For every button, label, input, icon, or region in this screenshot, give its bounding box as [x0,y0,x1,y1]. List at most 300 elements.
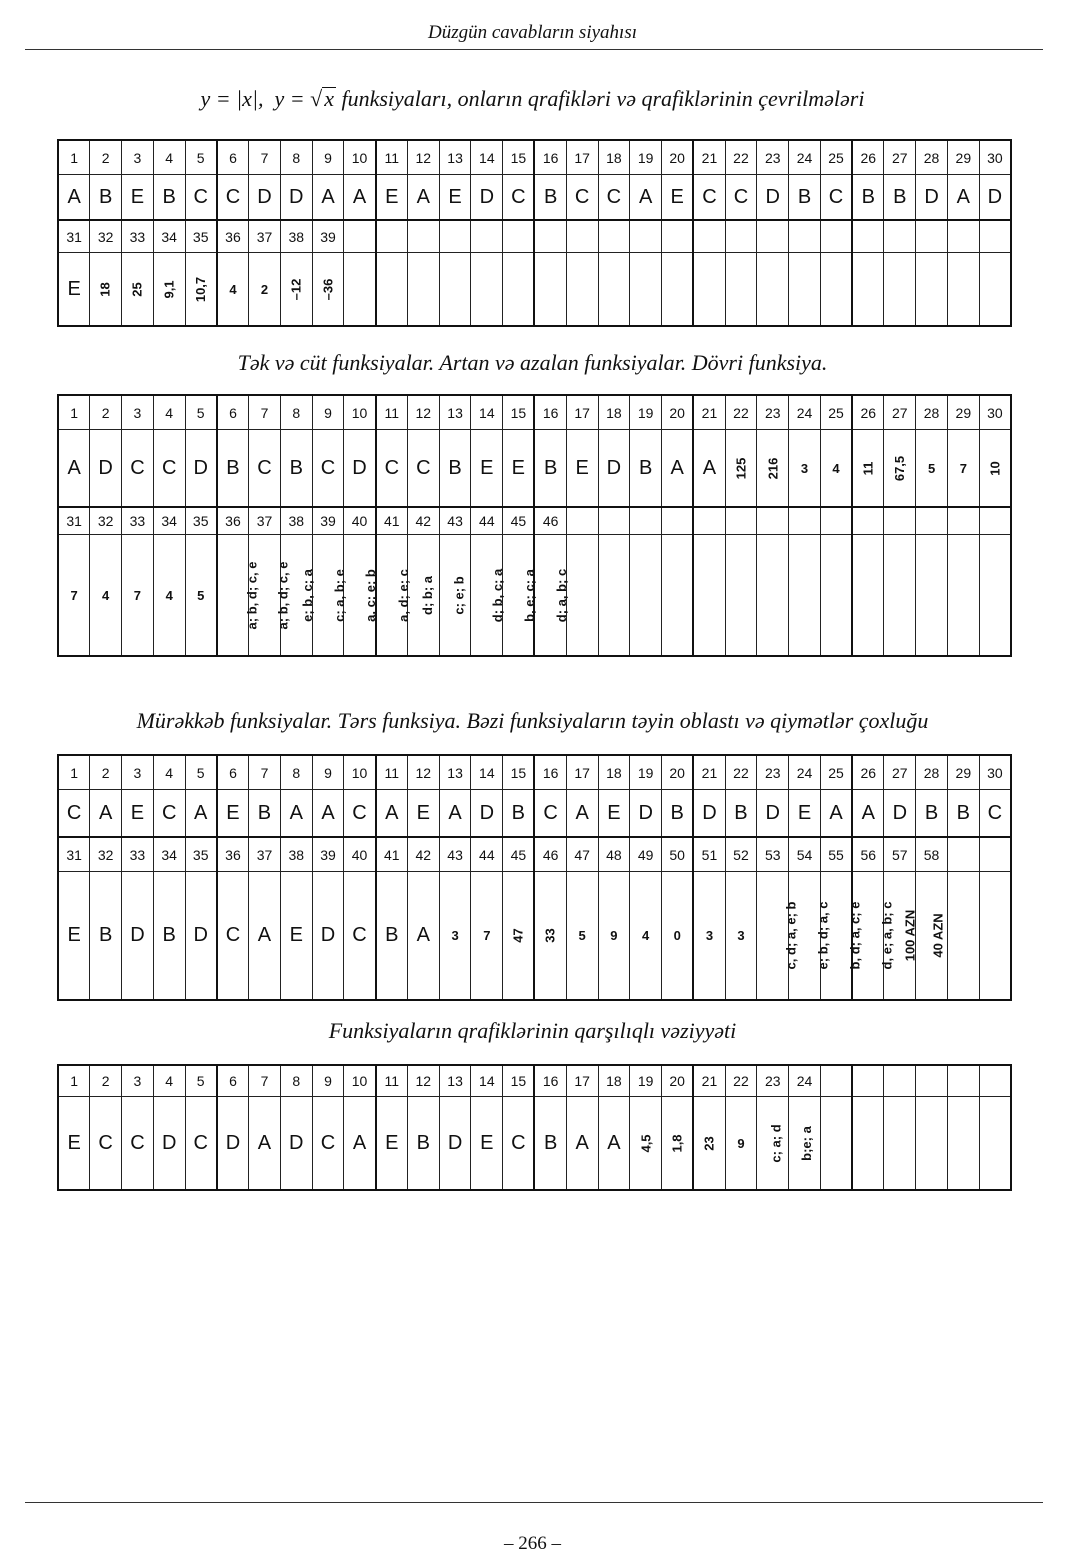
empty-cell [884,220,916,253]
answer-cell: 4 [630,872,662,1001]
answer-cell [312,535,347,657]
question-number-cell: 20 [662,1065,694,1097]
empty-cell [852,253,884,327]
question-number-cell: 1 [58,755,90,790]
question-number-cell: 49 [630,837,662,872]
section-4-title: Funksiyaların qrafiklərinin qarşılıqlı vəziyyəti [328,1018,737,1043]
answer-cell: D [280,175,312,221]
answer-cell: 4 [90,535,122,657]
question-number-cell: 5 [185,1065,217,1097]
question-number-cell: 47 [566,837,598,872]
question-number-cell: 32 [90,220,122,253]
answer-cell: C [122,1097,154,1191]
answer-cell: C [725,175,757,221]
question-number-cell: 18 [598,755,630,790]
empty-cell [344,253,376,327]
answer-cell: B [789,175,821,221]
empty-cell [979,253,1011,327]
answer-cell [503,872,535,1001]
empty-cell [789,535,821,657]
question-number-cell: 54 [789,837,821,872]
question-number-cell: 2 [90,395,122,430]
question-number-cell: 36 [217,837,249,872]
answer-value: 11 [860,461,876,475]
answer-cell: 7 [122,535,154,657]
empty-cell [693,535,725,657]
empty-cell [916,1097,948,1191]
question-number-cell: 7 [249,1065,281,1097]
question-number-cell: 15 [503,140,535,175]
answer-cell [471,535,506,657]
question-number-cell: 15 [503,755,535,790]
answer-cell: C [58,790,90,838]
answer-cell: D [693,790,725,838]
question-number-cell: 10 [344,395,376,430]
answer-cell: E [471,430,503,508]
question-number-cell: 20 [662,755,694,790]
answer-cell [757,1097,789,1191]
question-number-cell: 25 [820,140,852,175]
answer-value: 125 [733,457,749,479]
answer-cell: C [534,790,566,838]
answer-cell: D [471,175,503,221]
answer-cell: D [757,175,789,221]
answer-cell: C [344,872,376,1001]
answer-cell: E [471,1097,503,1191]
question-number-cell: 29 [947,140,979,175]
answer-cell: C [693,175,725,221]
answer-cell: E [598,790,630,838]
question-number-cell: 57 [884,837,916,872]
answer-cell: 3 [439,872,471,1001]
empty-cell [503,253,535,327]
question-number-cell: 6 [217,755,249,790]
question-number-cell: 4 [153,140,185,175]
answer-cell: B [90,872,122,1001]
answer-cell: 5 [916,430,948,508]
empty-cell [916,507,948,535]
empty-cell [852,535,884,657]
empty-cell [566,535,598,657]
empty-cell [693,220,725,253]
empty-cell [789,507,821,535]
answer-cell: A [344,175,376,221]
answer-value: 9,1 [161,279,177,299]
answer-cell: 4 [820,430,852,508]
empty-cell [662,220,694,253]
answer-cell: D [344,430,376,508]
question-number-cell: 37 [249,507,281,535]
question-number-cell: 14 [471,755,503,790]
answer-cell: B [153,872,185,1001]
empty-cell [376,253,408,327]
section-2-title: Tək və cüt funksiyalar. Artan və azalan funksiyalar. Dövri funksiya. [237,350,828,375]
answer-table-4 [57,1064,1012,1191]
empty-cell [979,507,1011,535]
empty-cell [979,872,1011,1001]
answer-value: d; b, c; a [490,568,506,622]
empty-cell [852,1065,884,1097]
answer-cell: A [58,175,90,221]
question-number-cell: 37 [249,837,281,872]
question-number-cell: 55 [820,837,852,872]
empty-cell [503,220,535,253]
empty-cell [439,253,471,327]
answer-value: 10,7 [193,276,209,302]
question-number-cell: 31 [58,837,90,872]
question-number-cell: 8 [280,140,312,175]
question-number-cell: 19 [630,140,662,175]
answer-cell: E [376,1097,408,1191]
question-number-cell: 13 [439,755,471,790]
question-number-cell: 1 [58,1065,90,1097]
question-number-cell: 5 [185,395,217,430]
answer-cell: B [630,430,662,508]
question-number-cell: 52 [725,837,757,872]
answer-cell: A [344,1097,376,1191]
empty-cell [471,220,503,253]
answer-cell [122,253,154,327]
answer-cell: E [122,790,154,838]
question-number-cell: 16 [534,1065,566,1097]
question-number-cell: 6 [217,1065,249,1097]
answer-cell: B [534,430,566,508]
answer-cell: C [566,175,598,221]
empty-cell [852,1097,884,1191]
answer-cell: E [407,790,439,838]
empty-cell [979,837,1011,872]
answer-cell: E [662,175,694,221]
running-head: Düzgün cavabların siyahısı [428,22,637,43]
question-number-cell: 34 [153,507,185,535]
answer-cell: C [376,430,408,508]
answer-value: 47 [510,928,526,943]
answer-table-2 [57,394,1012,657]
answer-cell: B [407,1097,439,1191]
answer-table-1 [57,139,1012,327]
answer-cell: C [185,1097,217,1191]
answer-cell: D [90,430,122,508]
question-number-cell: 21 [693,140,725,175]
question-number-cell: 17 [566,395,598,430]
question-number-cell: 16 [534,140,566,175]
answer-cell [534,872,566,1001]
empty-cell [725,507,757,535]
answer-cell: 3 [725,872,757,1001]
question-number-cell: 56 [852,837,884,872]
empty-cell [534,253,566,327]
question-number-cell: 18 [598,395,630,430]
answer-cell: D [217,1097,249,1191]
answer-cell: B [90,175,122,221]
question-number-cell: 32 [90,507,122,535]
question-number-cell: 45 [503,837,535,872]
empty-cell [916,220,948,253]
question-number-cell: 34 [153,837,185,872]
formula-sqrt-radicand: x [324,86,334,111]
question-number-cell: 19 [630,755,662,790]
question-number-cell: 29 [947,395,979,430]
question-number-cell: 2 [90,140,122,175]
question-number-cell: 16 [534,395,566,430]
answer-cell: B [503,790,535,838]
answer-cell: C [153,430,185,508]
empty-cell [630,220,662,253]
question-number-cell: 16 [534,755,566,790]
answer-cell: A [852,790,884,838]
question-number-cell: 5 [185,140,217,175]
empty-cell [439,220,471,253]
answer-cell: C [503,175,535,221]
question-number-cell: 39 [312,220,344,253]
empty-cell [979,1097,1011,1191]
section-1-title-text: funksiyaları, onların qrafikləri və qrafiklərinin çevrilmələri [341,86,865,111]
question-number-cell: 18 [598,140,630,175]
empty-cell [566,220,598,253]
question-number-cell: 20 [662,140,694,175]
answer-table-3 [57,754,1012,1001]
answer-cell: E [789,790,821,838]
question-number-cell: 14 [471,1065,503,1097]
question-number-cell: 43 [439,837,471,872]
empty-cell [376,220,408,253]
question-number-cell: 35 [185,220,217,253]
question-number-cell: 28 [916,395,948,430]
answer-cell: 7 [947,430,979,508]
question-number-cell: 21 [693,755,725,790]
answer-cell: A [58,430,90,508]
answer-cell [757,430,789,508]
question-number-cell: 4 [153,395,185,430]
answer-cell: D [185,872,217,1001]
answer-cell [852,430,884,508]
question-number-cell: 33 [122,507,154,535]
answer-value: e; b, d; a, c [815,901,831,970]
empty-cell [916,535,948,657]
answer-cell: E [280,872,312,1001]
answer-cell: B [280,430,312,508]
question-number-cell: 37 [249,220,281,253]
answer-cell: 2 [249,253,281,327]
question-number-cell: 23 [757,755,789,790]
empty-cell [630,535,662,657]
answer-cell: B [534,1097,566,1191]
question-number-cell: 17 [566,140,598,175]
answer-cell: A [630,175,662,221]
answer-cell: B [376,872,408,1001]
answer-cell: E [58,872,90,1001]
answer-cell: D [122,872,154,1001]
empty-cell [884,1097,916,1191]
answer-cell: B [249,790,281,838]
question-number-cell: 2 [90,1065,122,1097]
section-3-title: Mürəkkəb funksiyalar. Tərs funksiya. Bəzi funksiyaların təyin oblastı və qiymətlər çoxluğu [136,708,929,733]
question-number-cell: 13 [439,140,471,175]
question-number-cell: 50 [662,837,694,872]
answer-cell: A [566,790,598,838]
answer-cell: E [376,175,408,221]
empty-cell [979,1065,1011,1097]
question-number-cell: 2 [90,755,122,790]
answer-cell: B [725,790,757,838]
empty-cell [662,507,694,535]
empty-cell [916,253,948,327]
answer-cell [757,872,799,1001]
question-number-cell: 12 [407,755,439,790]
answer-value: d, e; a, b; c [879,901,895,970]
answer-cell: E [122,175,154,221]
empty-cell [820,507,852,535]
answer-cell: B [439,430,471,508]
answer-cell [153,253,185,327]
answer-cell: 7 [471,872,503,1001]
question-number-cell: 45 [503,507,535,535]
question-number-cell: 24 [789,395,821,430]
question-number-cell: 11 [376,395,408,430]
question-number-cell: 46 [534,507,566,535]
question-number-cell: 38 [280,507,312,535]
question-number-cell: 14 [471,395,503,430]
question-number-cell: 7 [249,395,281,430]
empty-cell [598,220,630,253]
answer-cell: D [249,175,281,221]
question-number-cell: 24 [789,140,821,175]
question-number-cell: 13 [439,1065,471,1097]
empty-cell [979,220,1011,253]
question-number-cell: 24 [789,755,821,790]
question-number-cell: 13 [439,395,471,430]
answer-cell: D [598,430,630,508]
answer-cell [280,253,312,327]
answer-cell: A [947,175,979,221]
answer-value: 18 [98,281,114,297]
empty-cell [725,220,757,253]
top-rule [25,49,1043,50]
question-number-cell: 28 [916,755,948,790]
answer-cell: C [979,790,1011,838]
answer-cell [376,535,411,657]
answer-cell: A [693,430,725,508]
question-number-cell: 3 [122,140,154,175]
answer-cell: A [185,790,217,838]
answer-cell: C [90,1097,122,1191]
empty-cell [598,253,630,327]
empty-cell [820,220,852,253]
answer-cell [789,1097,821,1191]
answer-value: a, d; e; c [395,568,411,622]
question-number-cell: 31 [58,507,90,535]
empty-cell [725,253,757,327]
answer-value: 25 [129,281,145,297]
answer-cell: D [312,872,344,1001]
empty-cell [852,220,884,253]
empty-cell [789,220,821,253]
answer-value: 4,5 [638,1133,654,1153]
question-number-cell: 23 [757,1065,789,1097]
question-number-cell: 40 [344,837,376,872]
formula-sqrt-prefix: y = [274,86,311,111]
answer-cell: E [58,253,90,327]
answer-cell: A [280,790,312,838]
question-number-cell: 11 [376,755,408,790]
answer-value: 10 [987,460,1003,476]
question-number-cell: 26 [852,755,884,790]
answer-value: b;e; a [798,1125,814,1161]
empty-cell [884,507,916,535]
empty-cell [947,837,979,872]
answer-cell: E [503,430,535,508]
empty-cell [947,507,979,535]
question-number-cell: 30 [979,140,1011,175]
question-number-cell: 39 [312,837,344,872]
answer-value: 1,8 [669,1133,685,1153]
answer-cell: A [598,1097,630,1191]
answer-cell: A [439,790,471,838]
formula-abs: y = |x|, [200,86,264,111]
answer-value: 23 [701,1135,717,1151]
answer-cell [90,253,122,327]
question-number-cell: 1 [58,140,90,175]
answer-cell: B [153,175,185,221]
empty-cell [757,220,789,253]
answer-value: c; a, b; e [331,568,347,622]
answer-cell: D [153,1097,185,1191]
answer-cell [344,535,379,657]
answer-cell: B [662,790,694,838]
answer-cell: B [916,790,948,838]
question-number-cell: 27 [884,140,916,175]
answer-cell: D [630,790,662,838]
answer-cell: D [757,790,789,838]
answer-cell: C [312,1097,344,1191]
answer-value: –12 [288,278,304,300]
question-number-cell: 20 [662,395,694,430]
answer-cell: A [312,790,344,838]
empty-cell [630,507,662,535]
question-number-cell: 21 [693,1065,725,1097]
question-number-cell: 6 [217,140,249,175]
answer-value: c; e; b [451,575,467,615]
question-number-cell: 24 [789,1065,821,1097]
question-number-cell: 32 [90,837,122,872]
question-number-cell: 1 [58,395,90,430]
answer-value: b, d; a, c; e [847,901,863,970]
question-number-cell: 42 [407,837,439,872]
question-number-cell: 28 [916,140,948,175]
answer-cell [503,535,538,657]
question-number-cell: 22 [725,140,757,175]
answer-cell [630,1097,662,1191]
question-number-cell: 4 [153,1065,185,1097]
empty-cell [947,535,979,657]
empty-cell [757,253,789,327]
answer-cell: D [884,790,916,838]
answer-cell [884,430,916,508]
question-number-cell: 9 [312,140,344,175]
question-number-cell: 42 [407,507,439,535]
empty-cell [947,253,979,327]
question-number-cell: 44 [471,837,503,872]
question-number-cell: 27 [884,755,916,790]
empty-cell [884,253,916,327]
question-number-cell: 7 [249,140,281,175]
question-number-cell: 35 [185,507,217,535]
question-number-cell: 25 [820,755,852,790]
question-number-cell: 15 [503,395,535,430]
question-number-cell: 4 [153,755,185,790]
answer-cell: C [122,430,154,508]
question-number-cell: 9 [312,1065,344,1097]
